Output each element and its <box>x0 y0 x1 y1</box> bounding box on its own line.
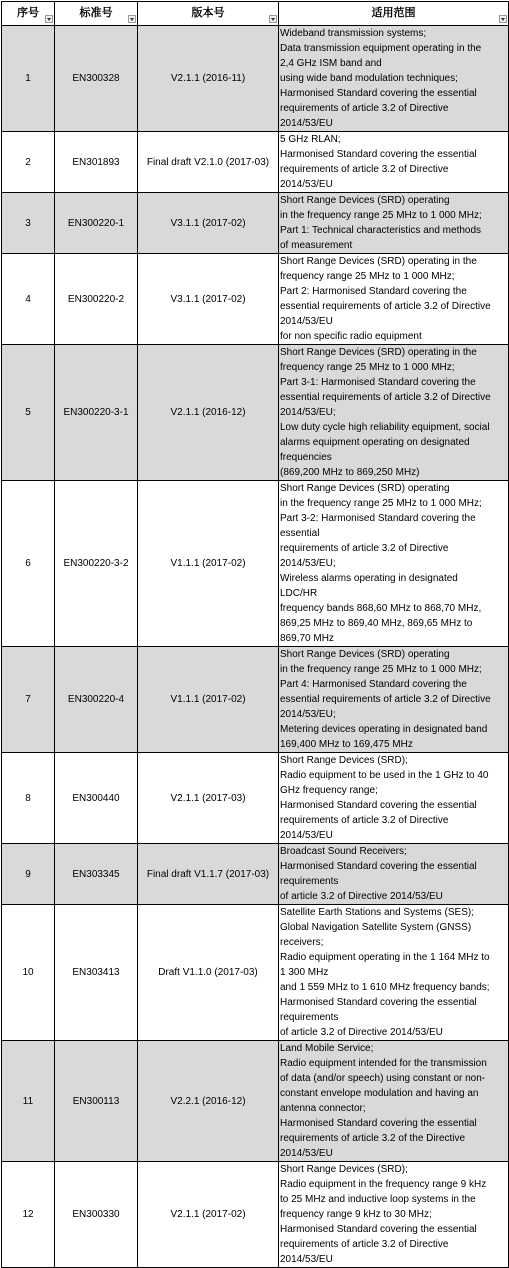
standard-number-cell: EN300220-1 <box>55 193 138 254</box>
scope-line: Short Range Devices (SRD) operating <box>280 483 450 494</box>
standard-number-cell: EN300328 <box>55 26 138 132</box>
scope-line: Satellite Earth Stations and Systems (SES); <box>280 907 474 918</box>
scope-line: Short Range Devices (SRD) operating in the <box>280 347 477 358</box>
table-row <box>2 753 509 844</box>
scope-line: 869,70 MHz <box>280 633 334 644</box>
scope-line: 2014/53/EU <box>280 118 333 129</box>
column-header-version <box>138 2 279 26</box>
column-header-label: 标准号 <box>79 7 113 19</box>
scope-line: Metering devices operating in designated band <box>280 724 488 735</box>
scope-cell <box>279 753 509 844</box>
table-row <box>2 1162 509 1268</box>
table-row <box>2 26 509 132</box>
version-cell: Draft V1.1.0 (2017-03) <box>138 905 279 1041</box>
scope-line: requirements of article 3.2 of Directive <box>280 103 449 114</box>
scope-line: requirements of article 3.2 of Directive <box>280 1239 449 1250</box>
scope-cell <box>279 844 509 905</box>
standard-number-cell: EN300220-2 <box>55 254 138 345</box>
scope-line: Part 4: Harmonised Standard covering the <box>280 679 467 690</box>
column-header-label: 适用范围 <box>371 7 416 19</box>
scope-line: Harmonised Standard covering the essential <box>280 149 477 160</box>
row-index-cell: 10 <box>2 905 55 1041</box>
scope-line: Wideband transmission systems; <box>280 28 427 39</box>
scope-line: requirements of article 3.2 of Directive <box>280 815 449 826</box>
scope-line: frequency bands 868,60 MHz to 868,70 MHz, <box>280 603 482 614</box>
scope-line: 2,4 GHz ISM band and <box>280 58 382 69</box>
standard-number-cell: EN300220-4 <box>55 647 138 753</box>
scope-line: 2014/53/EU; <box>280 558 336 569</box>
version-cell: V2.1.1 (2017-02) <box>138 1162 279 1268</box>
dropdown-arrow-icon[interactable] <box>128 15 136 23</box>
scope-line: using wide band modulation techniques; <box>280 73 458 84</box>
scope-cell <box>279 1162 509 1268</box>
scope-line: Part 2: Harmonised Standard covering the <box>280 286 467 297</box>
column-header-label: 序号 <box>17 7 39 19</box>
scope-line: Harmonised Standard covering the essential <box>280 1118 477 1129</box>
scope-line: 2014/53/EU; <box>280 709 336 720</box>
scope-line: 2014/53/EU <box>280 830 333 841</box>
scope-line: in the frequency range 25 MHz to 1 000 MHz; <box>280 664 482 675</box>
scope-line: Harmonised Standard covering the essential <box>280 800 477 811</box>
version-cell: Final draft V2.1.0 (2017-03) <box>138 132 279 193</box>
scope-line: frequency range 25 MHz to 1 000 MHz; <box>280 271 455 282</box>
scope-line: Short Range Devices (SRD) operating in the <box>280 256 477 267</box>
version-cell: V1.1.1 (2017-02) <box>138 647 279 753</box>
scope-line: in the frequency range 25 MHz to 1 000 MHz; <box>280 498 482 509</box>
standards-table <box>1 1 509 1268</box>
scope-cell <box>279 193 509 254</box>
version-cell: V1.1.1 (2017-02) <box>138 481 279 647</box>
scope-cell <box>279 481 509 647</box>
scope-line: Global Navigation Satellite System (GNSS) <box>280 922 472 933</box>
row-index-cell: 9 <box>2 844 55 905</box>
table-row <box>2 193 509 254</box>
scope-line: and 1 559 MHz to 1 610 MHz frequency bands; <box>280 982 490 993</box>
scope-line: alarms equipment operating on designated <box>280 437 470 448</box>
table-row <box>2 1041 509 1162</box>
scope-line: LDC/HR <box>280 588 318 599</box>
scope-line: requirements <box>280 1012 339 1023</box>
scope-line: Part 3-2: Harmonised Standard covering the <box>280 513 476 524</box>
scope-line: requirements of article 3.2 of Directive <box>280 164 449 175</box>
table-row <box>2 254 509 345</box>
scope-line: essential requirements of article 3.2 of Directive <box>280 392 491 403</box>
table-row <box>2 345 509 481</box>
scope-cell <box>279 647 509 753</box>
scope-line: (869,200 MHz to 869,250 MHz) <box>280 467 420 478</box>
table-row <box>2 844 509 905</box>
scope-line: 2014/53/EU <box>280 1148 333 1159</box>
scope-line: for non specific radio equipment <box>280 331 422 342</box>
scope-line: to 25 MHz and inductive loop systems in the <box>280 1194 476 1205</box>
scope-line: 2014/53/EU; <box>280 407 336 418</box>
scope-cell <box>279 254 509 345</box>
scope-line: essential requirements of article 3.2 of Directive <box>280 301 491 312</box>
row-index-cell: 5 <box>2 345 55 481</box>
scope-line: Radio equipment in the frequency range 9 kHz <box>280 1179 487 1190</box>
scope-line: Short Range Devices (SRD); <box>280 755 408 766</box>
version-cell: V3.1.1 (2017-02) <box>138 193 279 254</box>
column-header-standard <box>55 2 138 26</box>
scope-line: Part 1: Technical characteristics and methods <box>280 225 482 236</box>
row-index-cell: 1 <box>2 26 55 132</box>
scope-line: constant envelope modulation and having an <box>280 1088 479 1099</box>
scope-line: 869,25 MHz to 869,40 MHz, 869,65 MHz to <box>280 618 473 629</box>
standard-number-cell: EN300113 <box>55 1041 138 1162</box>
scope-line: of data (and/or speech) using constant or non- <box>280 1073 486 1084</box>
scope-line: Radio equipment operating in the 1 164 MHz to <box>280 952 490 963</box>
scope-line: GHz frequency range; <box>280 785 378 796</box>
table-row <box>2 481 509 647</box>
row-index-cell: 7 <box>2 647 55 753</box>
scope-cell <box>279 132 509 193</box>
header-row <box>2 2 509 26</box>
scope-line: of article 3.2 of Directive 2014/53/EU <box>280 1027 443 1038</box>
scope-line: requirements of article 3.2 of Directive <box>280 543 449 554</box>
row-index-cell: 8 <box>2 753 55 844</box>
column-header-label: 版本号 <box>191 7 225 19</box>
version-cell: V3.1.1 (2017-02) <box>138 254 279 345</box>
scope-line: requirements of article 3.2 of the Directive <box>280 1133 466 1144</box>
scope-line: requirements <box>280 876 339 887</box>
scope-line: 2014/53/EU <box>280 316 333 327</box>
scope-line: receivers; <box>280 937 324 948</box>
scope-line: 1 300 MHz <box>280 967 329 978</box>
version-cell: V2.1.1 (2016-11) <box>138 26 279 132</box>
table-row <box>2 132 509 193</box>
standard-number-cell: EN300330 <box>55 1162 138 1268</box>
version-cell: Final draft V1.1.7 (2017-03) <box>138 844 279 905</box>
standard-number-cell: EN303345 <box>55 844 138 905</box>
scope-line: Short Range Devices (SRD); <box>280 1164 408 1175</box>
version-cell: V2.1.1 (2017-03) <box>138 753 279 844</box>
scope-line: essential <box>280 528 320 539</box>
scope-line: Radio equipment intended for the transmission <box>280 1058 487 1069</box>
row-index-cell: 3 <box>2 193 55 254</box>
scope-line: Harmonised Standard covering the essential <box>280 1224 477 1235</box>
standard-number-cell: EN300220-3-1 <box>55 345 138 481</box>
dropdown-arrow-icon[interactable] <box>499 15 507 23</box>
scope-cell <box>279 345 509 481</box>
scope-cell <box>279 905 509 1041</box>
scope-line: Short Range Devices (SRD) operating <box>280 649 450 660</box>
scope-line: essential requirements of article 3.2 of Directive <box>280 694 491 705</box>
scope-line: Broadcast Sound Receivers; <box>280 846 407 857</box>
table-row <box>2 647 509 753</box>
scope-line: Harmonised Standard covering the essential <box>280 861 477 872</box>
scope-line: Harmonised Standard covering the essential <box>280 88 477 99</box>
version-cell: V2.2.1 (2016-12) <box>138 1041 279 1162</box>
scope-line: Harmonised Standard covering the essential <box>280 997 477 1008</box>
row-index-cell: 6 <box>2 481 55 647</box>
standard-number-cell: EN300220-3-2 <box>55 481 138 647</box>
standard-number-cell: EN300440 <box>55 753 138 844</box>
scope-line: Radio equipment to be used in the 1 GHz to 40 <box>280 770 489 781</box>
scope-line: 5 GHz RLAN; <box>280 134 341 145</box>
scope-line: 2014/53/EU <box>280 179 333 190</box>
version-cell: V2.1.1 (2016-12) <box>138 345 279 481</box>
row-index-cell: 11 <box>2 1041 55 1162</box>
scope-line: 2014/53/EU <box>280 1254 333 1265</box>
column-header-scope <box>279 2 509 26</box>
scope-line: Low duty cycle high reliability equipment, social <box>280 422 490 433</box>
scope-line: frequencies <box>280 452 332 463</box>
scope-line: frequency range 25 MHz to 1 000 MHz; <box>280 362 455 373</box>
scope-cell <box>279 26 509 132</box>
scope-line: Short Range Devices (SRD) operating <box>280 195 450 206</box>
scope-line: of measurement <box>280 240 353 251</box>
scope-line: 169,400 MHz to 169,475 MHz <box>280 739 413 750</box>
scope-line: Data transmission equipment operating in the <box>280 43 482 54</box>
row-index-cell: 2 <box>2 132 55 193</box>
scope-line: Land Mobile Service; <box>280 1043 374 1054</box>
dropdown-arrow-icon[interactable] <box>45 15 53 23</box>
scope-line: in the frequency range 25 MHz to 1 000 MHz; <box>280 210 482 221</box>
scope-line: Part 3-1: Harmonised Standard covering the <box>280 377 476 388</box>
table-row <box>2 905 509 1041</box>
scope-line: of article 3.2 of Directive 2014/53/EU <box>280 891 443 902</box>
scope-line: Wireless alarms operating in designated <box>280 573 458 584</box>
scope-line: antenna connector; <box>280 1103 366 1114</box>
scope-line: frequency range 9 kHz to 30 MHz; <box>280 1209 432 1220</box>
standard-number-cell: EN303413 <box>55 905 138 1041</box>
column-header-index <box>2 2 55 26</box>
standard-number-cell: EN301893 <box>55 132 138 193</box>
row-index-cell: 4 <box>2 254 55 345</box>
scope-cell <box>279 1041 509 1162</box>
row-index-cell: 12 <box>2 1162 55 1268</box>
dropdown-arrow-icon[interactable] <box>269 15 277 23</box>
